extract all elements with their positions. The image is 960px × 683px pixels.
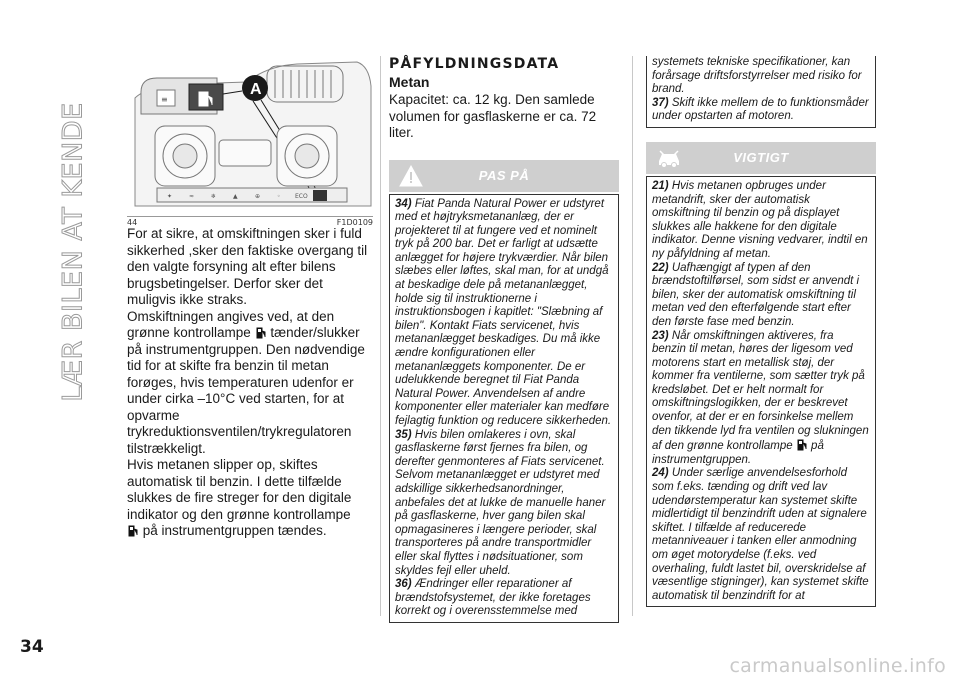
- important-box: [646, 176, 876, 607]
- note: 23) Når omskiftningen aktiveres, fra benzin til metan, høres der ligesom ved motorens start en metallisk støj, der kommer fra ventilerne, som sætter tryk på kredsløbet. Det er helt normalt for omskiftningslogikken, der er beskrevet ovenfor, at der er en forsinkelse mellem den tikkende lyd fra ventilen og slukningen af den grønne kontrollampe på instrumentgruppen.: [652, 329, 869, 466]
- note: 36) Ændringer eller reparationer af brændstofsystemet, der ikke foretages korrekt og i overensstemmelse med: [395, 578, 591, 618]
- important-box-label: VIGTIGT: [733, 150, 789, 166]
- methane-fuel-pump-icon: [128, 524, 138, 537]
- warning-box: [389, 194, 619, 623]
- warning-triangle-icon: [399, 165, 423, 187]
- watermark: carmanualsonline.info: [729, 655, 946, 677]
- body-text: [127, 226, 373, 540]
- note: 35) Hvis bilen omlakeres i ovn, skal gasflaskerne først fjernes fra bilen, og derefter genmonteres af Fiats servicenet. Selvom metananlægget er udstyret med adskillige sikkerhedsanordninger, anbefales det at lukke de manuelle haner på gasflaskerne, hver gang bilen skal opmagasineres i længere perioder, skal transporteres på andre transportmidler eller skal flyttes i nødsituationer, som skyldes fejl eller uheld.: [395, 428, 606, 577]
- column-divider: [380, 56, 381, 616]
- svg-text:ECO: ECO: [295, 193, 308, 200]
- figure-code: F1D0109: [336, 218, 373, 227]
- paragraph: Hvis metanen slipper op, skiftes automatisk til benzin. I dette tilfælde slukkes de fire streger for den digitale indikator og den grønne kontrollampe på instrumentgruppen tændes.: [127, 457, 352, 538]
- paragraph: Omskiftningen angives ved, at den grønne kontrollampe tænder/slukker på instrumentgruppen. Den nødvendige tid for at skifte fra benzin til metan forøges, hvis temperaturen udenfor er under cirka –10°C ved starten, for at opvarme trykreduktionsventilen/trykregulatoren tilstrækkeligt.: [127, 308, 365, 456]
- methane-fuel-pump-icon: [256, 326, 266, 339]
- note-continued: systemets tekniske specifikationer, kan forårsage driftsforstyrrelser med risiko for brand.: [652, 56, 862, 96]
- svg-text:≈: ≈: [189, 193, 195, 200]
- figure-caption: [127, 216, 373, 227]
- note: 21) Hvis metanen opbruges under metandrift, sker der automatisk omskiftning til benzin og på displayet slukkes alle hakkene for den digitale indikator. Denne visning vedvarer, indtil en ny påfyldning af metan.: [652, 179, 868, 260]
- important-box-header: [646, 142, 876, 174]
- dashboard-figure: [127, 56, 373, 227]
- note: 22) Uafhængigt af typen af den brændstoftilførsel, som sidst er anvendt i bilen, sker der automatisk omskiftning til metan ved den efterfølgende start efter den første fase med benzin.: [652, 261, 860, 328]
- column-middle: [389, 56, 619, 623]
- capacity-text: Kapacitet: ca. 12 kg. Den samlede volumen for gasflaskerne er ca. 72 liter.: [389, 92, 597, 140]
- svg-text:⊕: ⊕: [255, 193, 261, 200]
- methane-fuel-pump-icon: [797, 438, 807, 451]
- subsection-title: Metan: [389, 74, 430, 90]
- paragraph: For at sikre, at omskiftningen sker i fuld sikkerhed ,sker den faktiske overgang til den valgte forsyning alt efter bilens brugsbetingelser. Derfor sker det muligvis ikke straks.: [127, 226, 368, 307]
- warning-box-continued: [646, 56, 876, 128]
- dashboard-illustration: [127, 56, 373, 214]
- svg-text:◦: ◦: [277, 193, 281, 200]
- car-important-icon: [656, 147, 682, 169]
- column-right: [646, 56, 876, 607]
- section-title: PÅFYLDNINGSDATA: [389, 56, 560, 72]
- column-left: [127, 56, 373, 540]
- svg-text:❄: ❄: [211, 193, 217, 200]
- svg-text:✦: ✦: [167, 193, 173, 200]
- svg-text:A: A: [250, 81, 262, 98]
- page-number: 34: [20, 637, 44, 657]
- note: 34) Fiat Panda Natural Power er udstyret med et højtryksmetananlæg, der er projekteret til at fungere ved et nominelt tryk på 200 bar. Det er farligt at udsætte anlægget for højere trykværdier. Når bilen slæbes eller løftes, skal man, for at undgå at beskadige dele på metananlægget, holde sig til instruktionerne i instruktionsbogen i kapitlet: "Slæbning af bilen". Kontakt Fiats servicenet, hvis metananlægget beskadiges. Du må ikke ændre konfigurationen eller metananlæggets komponenter. De er udelukkende beregnet til Fiat Panda Natural Power. Anvendelsen af andre komponenter eller materialer kan medføre fejlagtig funktion og reducere sikkerheden.: [395, 197, 612, 427]
- warning-box-label: PAS PÅ: [478, 168, 530, 183]
- note: 24) Under særlige anvendelsesforhold som f.eks. tænding og drift ved lav udendørstemperatur kan systemet skifte midlertidigt til benzindrift uden at signalere skiftet. I tilfælde af reducerede metanniveauer i tanken eller anmodning om øget motorydelse (f.eks. ved overhaling, fuldt lastet bil, overskridelse af væsentlige stigninger), kan systemet skifte automatisk til benzindrift for at: [652, 467, 869, 602]
- column-divider: [632, 56, 633, 616]
- svg-text:≡: ≡: [161, 95, 168, 104]
- note: 37) Skift ikke mellem de to funktionsmåder under opstarten af motoren.: [652, 96, 869, 123]
- warning-box-header: [389, 160, 619, 192]
- figure-number: 44: [127, 218, 138, 227]
- svg-text:▲: ▲: [233, 193, 238, 200]
